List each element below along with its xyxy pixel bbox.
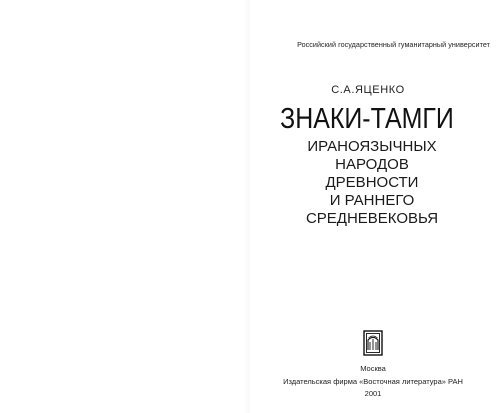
university-name: Российский государственный гуманитарный университет <box>297 40 490 49</box>
subtitle-line: И РАННЕГО <box>329 192 415 209</box>
book-subtitle <box>282 138 462 228</box>
subtitle-line: НАРОДОВ <box>335 156 409 173</box>
publication-city: Москва <box>360 364 386 373</box>
publisher-emblem-icon <box>363 330 383 356</box>
publication-year: 2001 <box>364 389 382 398</box>
subtitle-line: СРЕДНЕВЕКОВЬЯ <box>305 210 439 227</box>
publisher-name: Издательская фирма «Восточная литература» РАН <box>283 377 463 386</box>
subtitle-line: ИРАНОЯЗЫЧНЫХ <box>307 138 437 155</box>
book-title: ЗНАКИ-ТАМГИ <box>280 103 454 135</box>
author-name: С.А.ЯЦЕНКО <box>331 84 405 96</box>
subtitle-line: ДРЕВНОСТИ <box>325 174 419 191</box>
